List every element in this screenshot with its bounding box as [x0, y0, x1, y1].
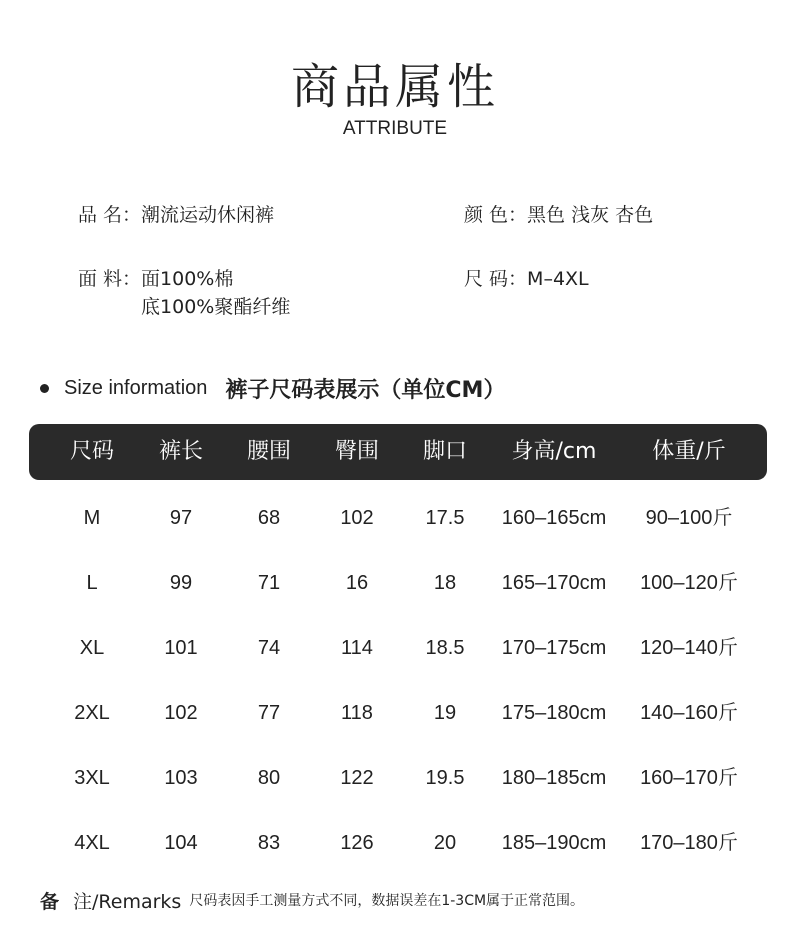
column-header: 裤长: [158, 439, 203, 464]
table-cell: 90–100斤: [645, 507, 733, 529]
table-cell: 102: [340, 507, 374, 529]
attr-material: [78, 265, 290, 321]
attr-size: [464, 265, 589, 293]
table-row: [0, 823, 790, 863]
table-cell: 3XL: [74, 767, 110, 789]
attr-name: [78, 201, 274, 229]
table-cell: 104: [164, 832, 198, 854]
table-row: [0, 563, 790, 603]
attr-color-label: 颜 色：: [464, 204, 528, 226]
table-cell: 20: [433, 832, 457, 854]
remarks: [40, 886, 584, 914]
table-cell: 16: [345, 572, 369, 594]
table-cell: 83: [257, 832, 281, 854]
remarks-label-en: 注/Remarks: [73, 890, 182, 913]
table-cell: L: [86, 572, 98, 594]
table-cell: 17.5: [425, 507, 465, 529]
column-header: 尺码: [69, 439, 114, 464]
table-cell: 160–170斤: [640, 767, 738, 789]
attr-color-value: 黑色 浅灰 杏色: [527, 204, 654, 226]
column-header: 体重/斤: [652, 439, 726, 464]
table-cell: 4XL: [74, 832, 110, 854]
table-cell: 77: [257, 702, 281, 724]
table-cell: 97: [169, 507, 193, 529]
table-cell: 80: [257, 767, 281, 789]
table-cell: 19.5: [425, 767, 465, 789]
table-cell: 18: [433, 572, 457, 594]
table-cell: 122: [340, 767, 374, 789]
table-cell: 118: [341, 702, 373, 724]
attr-name-value: 潮流运动休闲裤: [141, 204, 275, 226]
table-row: [0, 498, 790, 538]
column-header: 脚口: [422, 439, 467, 464]
table-cell: 102: [164, 702, 198, 724]
column-header: 腰围: [246, 439, 291, 464]
column-header: 臀围: [334, 439, 379, 464]
table-cell: 165–170cm: [501, 572, 607, 594]
table-cell: 175–180cm: [501, 702, 607, 724]
column-header: 身高/cm: [511, 439, 597, 464]
table-cell: 170–175cm: [501, 637, 607, 659]
attr-material-label: 面 料：: [78, 268, 142, 290]
table-cell: 114: [341, 637, 373, 659]
table-cell: 185–190cm: [501, 832, 607, 854]
table-row: [0, 628, 790, 668]
attr-color: [464, 201, 653, 229]
table-row: [0, 693, 790, 733]
page-subtitle: ATTRIBUTE: [342, 118, 448, 139]
table-header: [29, 424, 767, 480]
size-heading-en: Size information: [64, 376, 208, 399]
remarks-text: 尺码表因手工测量方式不同，数据误差在1-3CM属于正常范围。: [189, 893, 585, 909]
table-cell: 140–160斤: [640, 702, 738, 724]
attr-material-value: [141, 265, 290, 321]
table-cell: 100–120斤: [640, 572, 738, 594]
attr-size-value: M–4XL: [527, 268, 589, 290]
table-cell: 126: [340, 832, 374, 854]
table-cell: 71: [257, 572, 281, 594]
table-cell: XL: [79, 637, 105, 659]
table-cell: M: [83, 507, 101, 529]
attr-size-label: 尺 码：: [464, 268, 528, 290]
attr-material-line2: 底100%聚酯纤维: [141, 296, 291, 318]
table-cell: 19: [433, 702, 457, 724]
table-cell: 101: [164, 637, 198, 659]
table-cell: 170–180斤: [640, 832, 738, 854]
table-cell: 120–140斤: [640, 637, 738, 659]
table-cell: 180–185cm: [501, 767, 607, 789]
page-title: 商品属性: [290, 59, 499, 115]
table-cell: 18.5: [425, 637, 465, 659]
size-section-heading: [40, 372, 505, 404]
bullet-icon: [40, 384, 49, 393]
table-cell: 2XL: [74, 702, 110, 724]
attr-material-line1: 面100%棉: [141, 268, 234, 290]
size-heading-cn: 裤子尺码表展示（单位CM）: [225, 377, 506, 403]
table-row: [0, 758, 790, 798]
table-cell: 74: [257, 637, 281, 659]
table-cell: 160–165cm: [501, 507, 607, 529]
remarks-label: 备: [40, 890, 60, 913]
table-cell: 103: [164, 767, 198, 789]
table-cell: 99: [169, 572, 193, 594]
attr-name-label: 品 名：: [78, 204, 142, 226]
table-cell: 68: [257, 507, 281, 529]
